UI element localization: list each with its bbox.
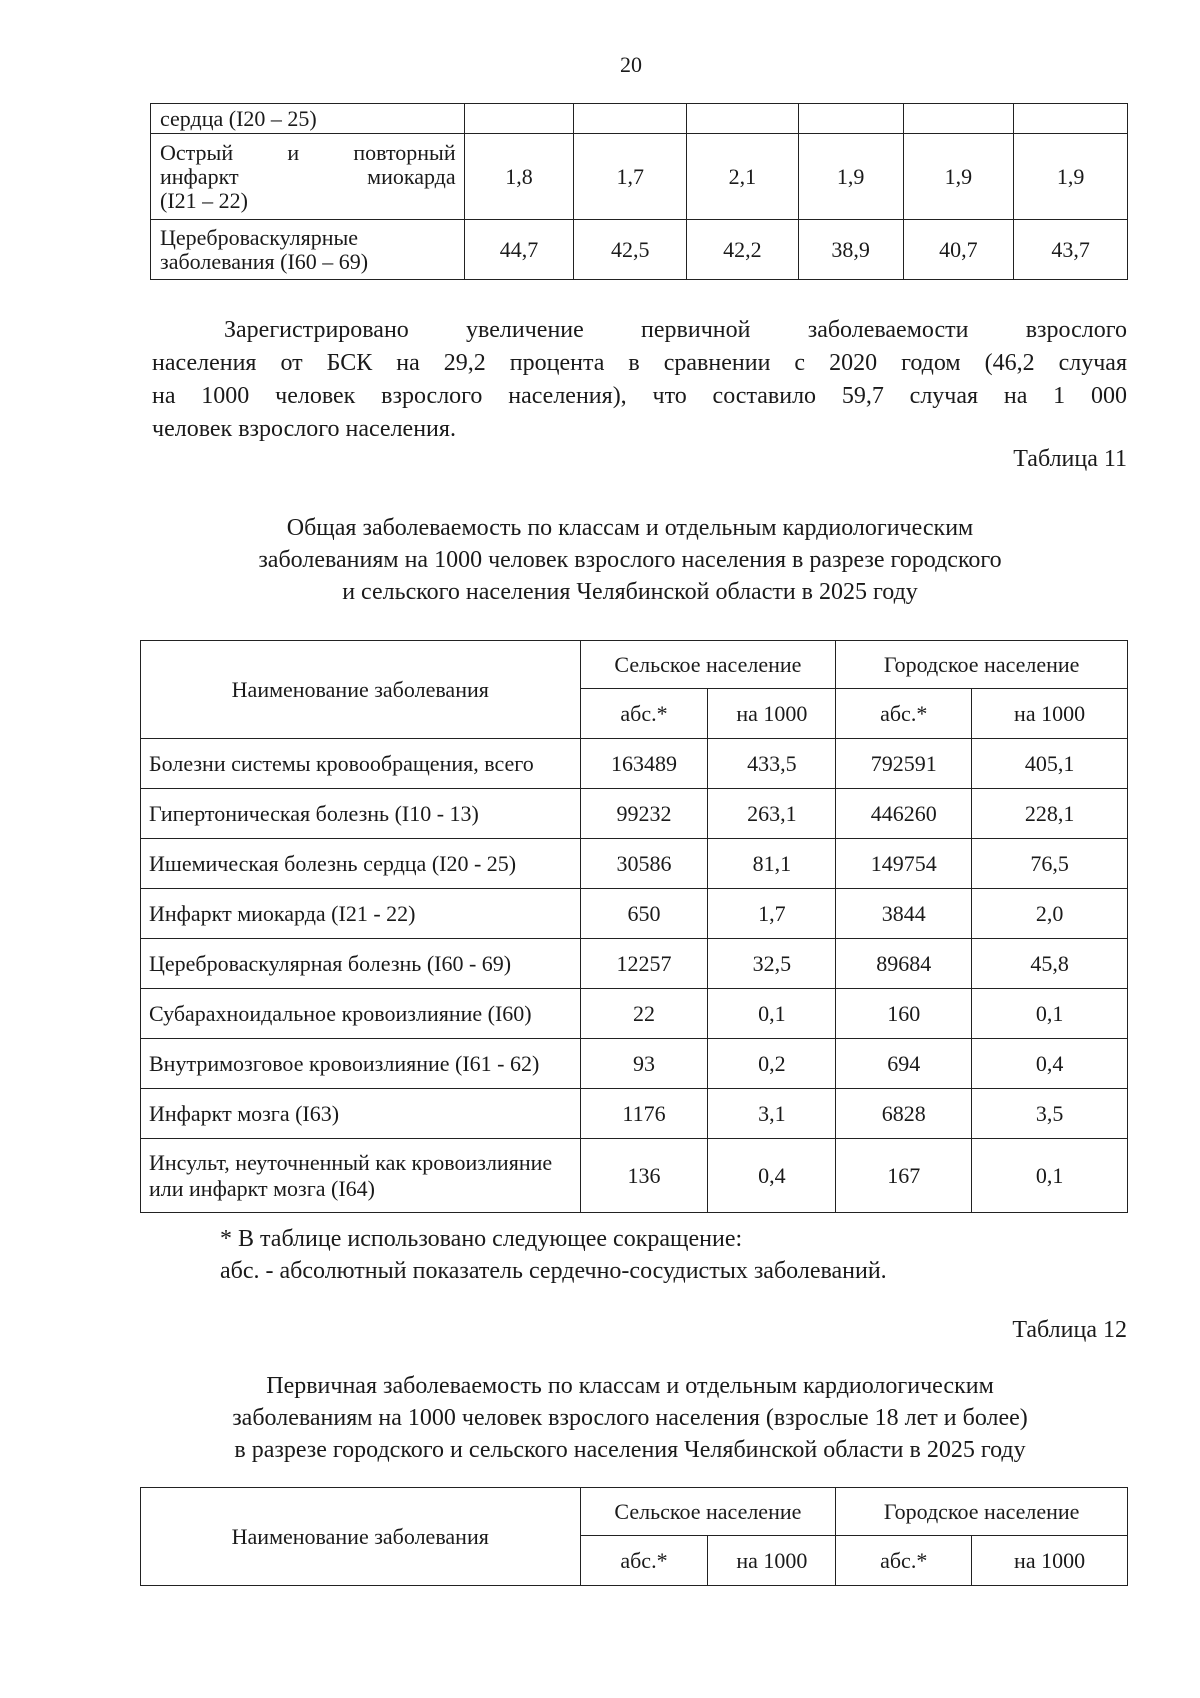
cell: 44,7 xyxy=(464,220,574,280)
header-abs: абс.* xyxy=(580,1536,708,1586)
header-urban: Городское население xyxy=(836,1488,1128,1536)
cell: 2,0 xyxy=(972,889,1128,939)
cell: 1,8 xyxy=(464,134,574,220)
cell: 93 xyxy=(580,1039,708,1089)
cell: 149754 xyxy=(836,839,972,889)
cell: 405,1 xyxy=(972,739,1128,789)
row-name: Инсульт, неуточненный как кровоизлияние или инфаркт мозга (I64) xyxy=(141,1139,581,1213)
cell: 3,5 xyxy=(972,1089,1128,1139)
table12-label: Таблица 12 xyxy=(1012,1317,1127,1343)
cell: 43,7 xyxy=(1014,220,1128,280)
table10-continuation xyxy=(150,103,1128,280)
table-row xyxy=(141,1139,1128,1213)
header-per1000: на 1000 xyxy=(972,1536,1128,1586)
cell: 1,9 xyxy=(903,134,1014,220)
header-per1000: на 1000 xyxy=(972,689,1128,739)
cell: 42,2 xyxy=(687,220,799,280)
header-rural: Сельское население xyxy=(580,641,836,689)
cell: 76,5 xyxy=(972,839,1128,889)
cell: 0,2 xyxy=(708,1039,836,1089)
cell: 3844 xyxy=(836,889,972,939)
cell: 650 xyxy=(580,889,708,939)
cell: 42,5 xyxy=(574,220,687,280)
cell: 0,1 xyxy=(708,989,836,1039)
cell: 81,1 xyxy=(708,839,836,889)
footnote: * В таблице использовано следующее сокращение: абс. - абсолютный показатель сердечно-сосудистых заболеваний. xyxy=(220,1226,887,1284)
row-name: Субарахноидальное кровоизлияние (I60) xyxy=(141,989,581,1039)
body-paragraph: Зарегистрировано увеличение первичной заболеваемости взрослого населения от БСК на 29,2 процента в сравнении с 2020 годом (46,2 случая на 1000 человек взрослого населения), что составило 59,7 случая на 1 000 человек взрослого населения. xyxy=(152,317,1127,442)
table-row xyxy=(141,939,1128,989)
cell: 0,4 xyxy=(972,1039,1128,1089)
cell: 1176 xyxy=(580,1089,708,1139)
cell: 6828 xyxy=(836,1089,972,1139)
cell: 694 xyxy=(836,1039,972,1089)
cell: 3,1 xyxy=(708,1089,836,1139)
cell: 1,7 xyxy=(574,134,687,220)
cell xyxy=(687,104,799,134)
cell: 38,9 xyxy=(798,220,903,280)
table11 xyxy=(140,640,1128,1213)
header-per1000: на 1000 xyxy=(708,689,836,739)
cell: 32,5 xyxy=(708,939,836,989)
table11-title: Общая заболеваемость по классам и отдельным кардиологическим заболеваниям на 1000 человек взрослого населения в разрезе городского и сельского населения Челябинской области в 2025 году xyxy=(258,515,1002,605)
cell: 99232 xyxy=(580,789,708,839)
cell xyxy=(1014,104,1128,134)
row-name: сердца (I20 – 25) xyxy=(151,104,465,134)
table-row xyxy=(141,1039,1128,1089)
header-name: Наименование заболевания xyxy=(141,641,581,739)
cell: 45,8 xyxy=(972,939,1128,989)
table-row xyxy=(141,889,1128,939)
table-row xyxy=(141,789,1128,839)
cell: 163489 xyxy=(580,739,708,789)
cell xyxy=(798,104,903,134)
cell: 89684 xyxy=(836,939,972,989)
row-name: Инфаркт мозга (I63) xyxy=(141,1089,581,1139)
cell: 1,7 xyxy=(708,889,836,939)
table-row xyxy=(141,1089,1128,1139)
table11-label: Таблица 11 xyxy=(1013,446,1127,472)
table-row xyxy=(141,739,1128,789)
table-header-row xyxy=(141,1488,1128,1536)
cell: 167 xyxy=(836,1139,972,1213)
cell: 0,1 xyxy=(972,989,1128,1039)
cell: 0,4 xyxy=(708,1139,836,1213)
cell: 12257 xyxy=(580,939,708,989)
header-abs: абс.* xyxy=(836,1536,972,1586)
cell: 228,1 xyxy=(972,789,1128,839)
row-name: Внутримозговое кровоизлияние (I61 - 62) xyxy=(141,1039,581,1089)
table-row xyxy=(141,839,1128,889)
cell: 792591 xyxy=(836,739,972,789)
cell xyxy=(464,104,574,134)
cell: 22 xyxy=(580,989,708,1039)
table-row xyxy=(151,134,1128,220)
header-rural: Сельское население xyxy=(580,1488,836,1536)
table-row xyxy=(151,104,1128,134)
cell: 2,1 xyxy=(687,134,799,220)
cell xyxy=(574,104,687,134)
row-name: Гипертоническая болезнь (I10 - 13) xyxy=(141,789,581,839)
cell: 160 xyxy=(836,989,972,1039)
cell: 30586 xyxy=(580,839,708,889)
row-name: Острый и повторный инфаркт миокарда (I21 – 22) xyxy=(151,134,465,220)
header-abs: абс.* xyxy=(580,689,708,739)
cell: 263,1 xyxy=(708,789,836,839)
table12 xyxy=(140,1487,1128,1586)
table-row xyxy=(141,989,1128,1039)
cell: 40,7 xyxy=(903,220,1014,280)
row-name: Цереброваскулярная болезнь (I60 - 69) xyxy=(141,939,581,989)
header-name: Наименование заболевания xyxy=(141,1488,581,1586)
row-name: Ишемическая болезнь сердца (I20 - 25) xyxy=(141,839,581,889)
header-abs: абс.* xyxy=(836,689,972,739)
cell xyxy=(903,104,1014,134)
page-number: 20 xyxy=(620,52,642,77)
cell: 1,9 xyxy=(1014,134,1128,220)
row-name: Цереброваскулярные заболевания (I60 – 69) xyxy=(151,220,465,280)
table-header-row xyxy=(141,641,1128,689)
table-row xyxy=(151,220,1128,280)
row-name: Инфаркт миокарда (I21 - 22) xyxy=(141,889,581,939)
cell: 1,9 xyxy=(798,134,903,220)
cell: 0,1 xyxy=(972,1139,1128,1213)
cell: 136 xyxy=(580,1139,708,1213)
cell: 446260 xyxy=(836,789,972,839)
row-name: Болезни системы кровообращения, всего xyxy=(141,739,581,789)
table12-title: Первичная заболеваемость по классам и отдельным кардиологическим заболеваниям на 1000 человек взрослого населения (взрослые 18 лет и более) в разрезе городского и сельского населения Челябинской области в 2025 году xyxy=(232,1373,1028,1463)
header-urban: Городское население xyxy=(836,641,1128,689)
header-per1000: на 1000 xyxy=(708,1536,836,1586)
cell: 433,5 xyxy=(708,739,836,789)
